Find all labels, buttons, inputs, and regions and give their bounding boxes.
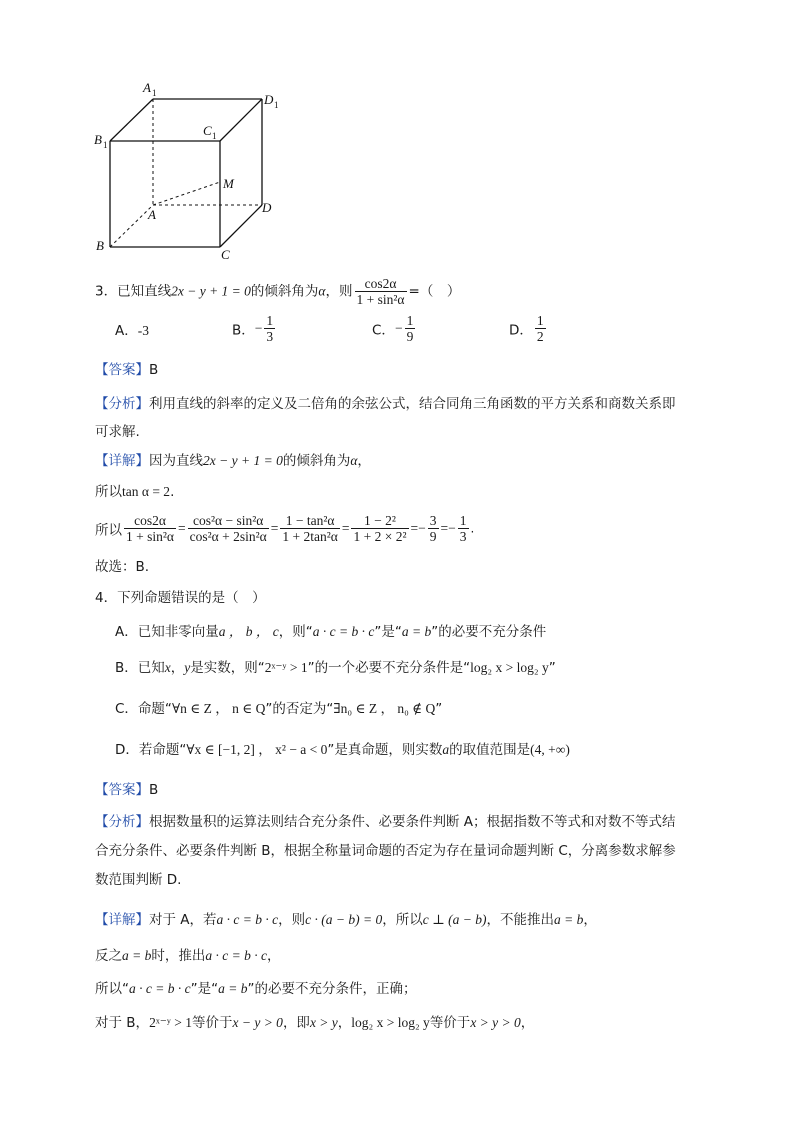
q3-answer-value: B xyxy=(149,362,159,378)
q3-detail-line2: 所以tan α = 2. xyxy=(95,484,175,500)
q3-analysis: 【分析】利用直线的斜率的定义及二倍角的余弦公式，结合同角三角函数的平方关系和商数关系即 可求解. xyxy=(95,396,676,440)
q3-option-B: B．− $\frac{1}{3}$ xyxy=(232,313,274,344)
label-D1: D xyxy=(264,92,274,107)
q3-answer xyxy=(95,360,158,380)
label-A: A xyxy=(148,207,156,222)
edge-A-M-hidden xyxy=(153,182,220,205)
label-D: D xyxy=(262,200,272,215)
q4-analysis: 【分析】根据数量积的运算法则结合充分条件、必要条件判断 A；根据指数不等式和对数不等式结 合充分条件、必要条件判断 B，根据全称量词命题的否定为存在量词命题判断 C，分离参数求解参 数范围判断 D. xyxy=(95,814,676,888)
label-D1-sub: 1 xyxy=(274,100,279,110)
q3-alpha: α xyxy=(318,283,326,299)
q3-line-eq: 2x − y + 1 = 0 xyxy=(171,283,251,299)
q4-stem: 4．下列命题错误的是（ ） xyxy=(95,590,266,606)
edge-C-D xyxy=(220,205,262,247)
q4-option-B: B．已知x，y是实数，则“2ˣ⁻ʸ > 1”的一个必要不充分条件是“log₂ x > log₂ y” xyxy=(115,660,556,676)
label-C1-sub: 1 xyxy=(212,131,217,141)
q3-number: 3． xyxy=(95,283,118,300)
q4-option-C: C．命题“∀n ∈ Z ， n ∈ Q”的否定为“∃n₀ ∈ Z ， n₀ ∉ Q” xyxy=(115,701,443,717)
edge-B-A-hidden xyxy=(110,205,153,247)
q3-stem-d: =（ ） xyxy=(408,283,461,300)
q4-detail-line2: 反之a = b时，推出a · c = b · c， xyxy=(95,948,281,964)
q4-option-D: D．若命题“∀x ∈ [−1, 2] ， x² − a < 0”是真命题，则实数a的取值范围是(4, +∞) xyxy=(115,742,570,758)
edge-C1-D1 xyxy=(220,99,262,141)
label-C: C xyxy=(221,247,230,262)
q4-detail-line1: 【详解】对于 A，若a · c = b · c，则c · (a − b) = 0，所以c ⊥ (a − b)，不能推出a = b， xyxy=(95,912,597,928)
label-A1-sub: 1 xyxy=(152,88,157,98)
q3-option-D: D． $\frac{1}{2}$ xyxy=(509,313,544,344)
q3-option-C: C．− $\frac{1}{9}$ xyxy=(372,313,414,344)
q3-stem xyxy=(95,276,460,307)
cube-figure xyxy=(90,78,290,268)
q4-answer: 【答案】B xyxy=(95,782,159,798)
q3-answer-tag: 【答案】 xyxy=(95,362,149,378)
label-B: B xyxy=(96,238,104,253)
label-A1: A xyxy=(143,80,151,95)
label-B1-sub: 1 xyxy=(103,140,108,150)
label-B1: B xyxy=(94,132,102,147)
label-C1: C xyxy=(203,123,212,138)
q4-option-A: A．已知非零向量a ， b ， c，则“a · c = b · c”是“a = b”的必要不充分条件 xyxy=(115,624,547,640)
q3-option-A: A．-3 xyxy=(115,323,149,339)
q4-detail-line4: 对于 B，2ˣ⁻ʸ > 1等价于x − y > 0，即x > y，log₂ x > log₂ y等价于x > y > 0， xyxy=(95,1015,535,1031)
q3-stem-b: 的倾斜角为 xyxy=(250,283,319,300)
q3-stem-c: ，则 xyxy=(325,283,353,300)
q3-detail-line3: 所以 $\frac{\cos 2\alpha}{\text{1 + sin²α}}$ = $\frac{\text{cos²α − sin²α}}{\text{cos²α + 2sin²α}}$ = $\frac{\text{1 − tan²α}}{\text{1 + 2tan²α}}$ = $\frac{\text{1 − 2²}}{\text{1 + 2 × 2²}}$ =− $\frac{3}{9}$ =− $\frac{1}{3}$ . xyxy=(95,513,475,544)
q3-fraction: $\frac{\cos 2\alpha}{\text{1 + sin²α}}$ xyxy=(356,276,405,307)
q3-stem-a: 已知直线 xyxy=(117,283,172,300)
q4-detail-line3: 所以“a · c = b · c”是“a = b”的必要不充分条件，正确； xyxy=(95,981,417,997)
q3-conclusion: 故选：B. xyxy=(95,559,150,575)
label-M: M xyxy=(223,176,234,191)
q3-detail-line1: 【详解】因为直线2x − y + 1 = 0的倾斜角为α， xyxy=(95,453,371,469)
edge-B1-A1 xyxy=(110,99,153,141)
